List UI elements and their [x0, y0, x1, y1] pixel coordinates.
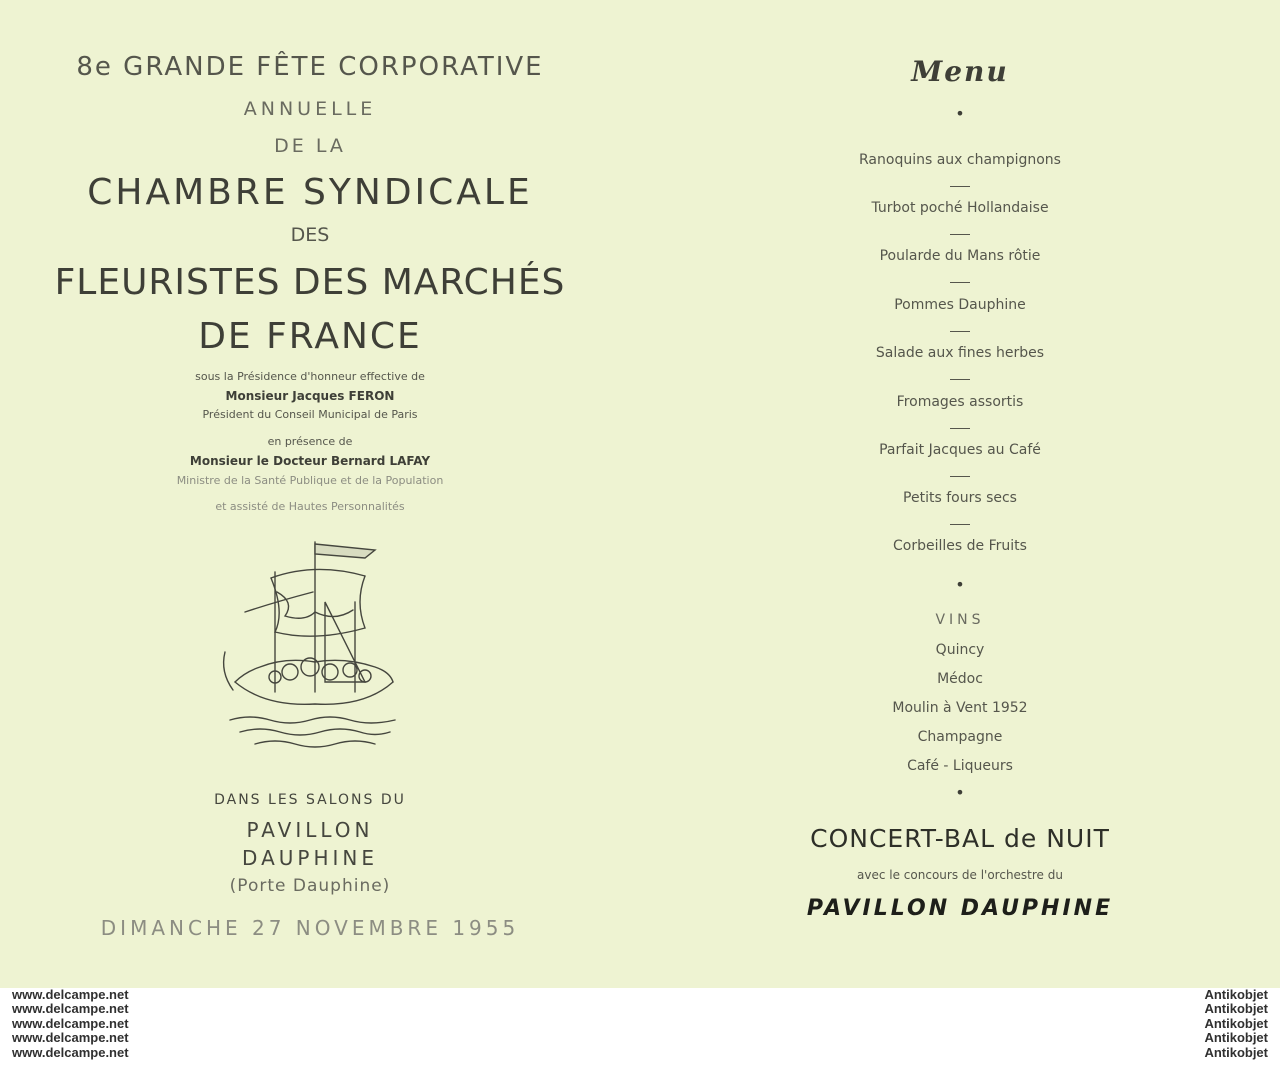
divider	[950, 331, 970, 332]
venue-location: (Porte Dauphine)	[229, 876, 391, 896]
de-france-heading: DE FRANCE	[198, 316, 422, 357]
watermark-text: www.delcampe.net	[12, 1015, 129, 1031]
divider	[950, 379, 970, 380]
wine-item: Café - Liqueurs	[907, 758, 1013, 774]
menu-title: Menu	[911, 55, 1009, 88]
divider	[950, 282, 970, 283]
wines-heading: VINS	[935, 612, 985, 628]
dish-item: Petits fours secs	[903, 490, 1017, 506]
dish-item: Fromages assortis	[896, 394, 1024, 410]
annuelle-label: ANNUELLE	[243, 98, 377, 120]
dish-item: Salade aux fines herbes	[875, 345, 1045, 361]
watermark-text: Antikobjet	[1204, 1001, 1268, 1017]
dish-item: Parfait Jacques au Café	[879, 442, 1041, 458]
wine-item: Moulin à Vent 1952	[892, 700, 1028, 716]
des-label: DES	[290, 224, 330, 246]
event-edition-heading: 8e GRANDE FÊTE CORPORATIVE	[76, 52, 544, 82]
watermark-text: Antikobjet	[1204, 987, 1268, 1002]
salons-label: DANS LES SALONS DU	[214, 792, 406, 808]
president-name: Monsieur Jacques FERON	[225, 389, 395, 403]
watermark-text: www.delcampe.net	[12, 987, 129, 1002]
watermark-left	[12, 988, 129, 1060]
watermark-text: www.delcampe.net	[12, 1044, 129, 1060]
watermark-text: Antikobjet	[1204, 1030, 1268, 1046]
orchestra-credit-line: avec le concours de l'orchestre du	[857, 868, 1063, 882]
watermark-text: Antikobjet	[1204, 1015, 1268, 1031]
fleuristes-heading: FLEURISTES DES MARCHÉS	[54, 262, 566, 303]
dish-item: Pommes Dauphine	[894, 297, 1026, 313]
venue-line-2: DAUPHINE	[242, 846, 378, 870]
watermark-footer	[0, 988, 1280, 1070]
watermark-text: www.delcampe.net	[12, 1001, 129, 1017]
divider	[950, 428, 970, 429]
president-title: Président du Conseil Municipal de Paris	[202, 408, 418, 421]
bullet-icon: •	[955, 783, 965, 802]
wine-item: Quincy	[935, 642, 985, 658]
event-date: DIMANCHE 27 NOVEMBRE 1955	[100, 916, 520, 940]
concert-heading: CONCERT-BAL de NUIT	[810, 824, 1110, 853]
sailing-ship-illustration	[215, 532, 415, 762]
watermark-text: Antikobjet	[1204, 1044, 1268, 1060]
dish-item: Corbeilles de Fruits	[893, 538, 1027, 554]
minister-title: Ministre de la Santé Publique et de la Population	[176, 474, 444, 487]
dish-item: Turbot poché Hollandaise	[871, 200, 1049, 216]
en-presence-line: en présence de	[267, 435, 353, 448]
chambre-syndicale-heading: CHAMBRE SYNDICALE	[87, 172, 533, 213]
watermark-right	[1204, 988, 1268, 1060]
dish-item: Ranoquins aux champignons	[859, 152, 1061, 168]
divider	[950, 524, 970, 525]
watermark-text: www.delcampe.net	[12, 1030, 129, 1046]
minister-name: Monsieur le Docteur Bernard LAFAY	[189, 454, 431, 468]
wine-item: Champagne	[917, 729, 1003, 745]
wine-item: Médoc	[937, 671, 983, 687]
divider	[950, 186, 970, 187]
assiste-line: et assisté de Hautes Personnalités	[215, 500, 405, 513]
dish-item: Poularde du Mans rôtie	[879, 248, 1041, 264]
bullet-icon: •	[955, 575, 965, 594]
orchestra-name: PAVILLON DAUPHINE	[806, 896, 1114, 921]
de-la-label: DE LA	[274, 135, 346, 157]
venue-line-1: PAVILLON	[246, 818, 374, 842]
bullet-icon: •	[955, 104, 965, 123]
divider	[950, 234, 970, 235]
presidence-line: sous la Présidence d'honneur effective de	[195, 370, 425, 383]
divider	[950, 476, 970, 477]
